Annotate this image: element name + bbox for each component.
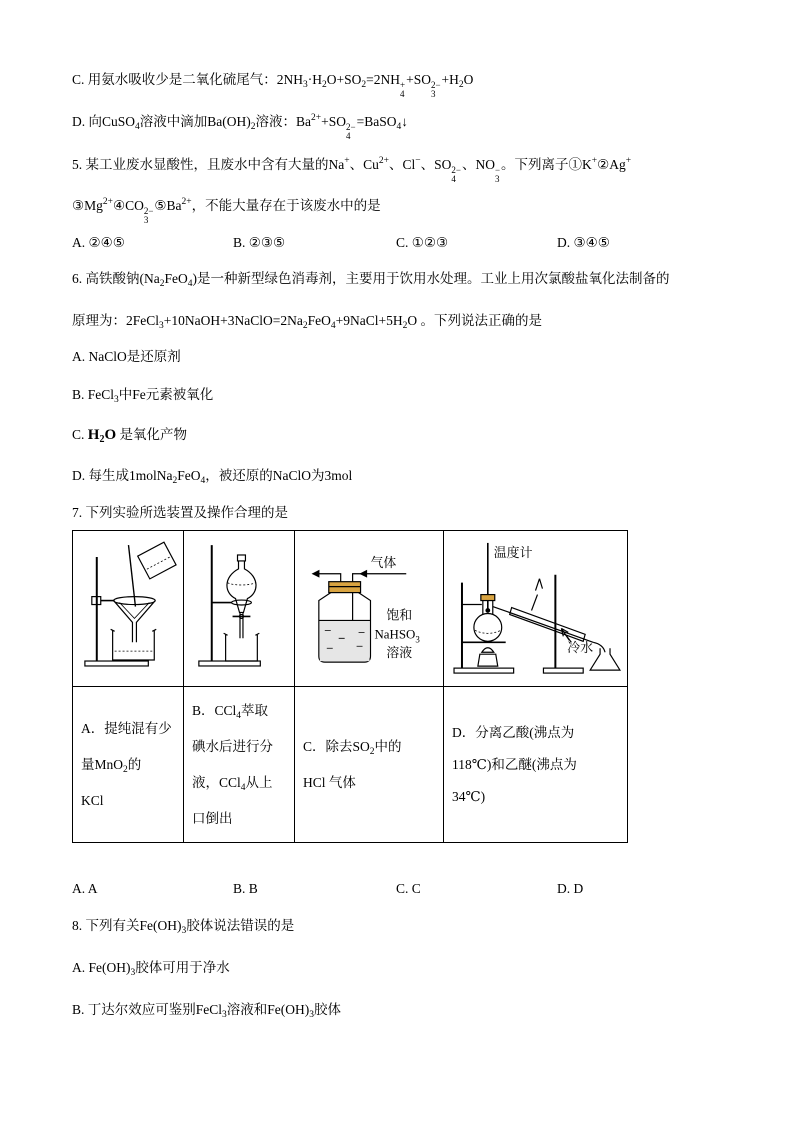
text-run: ↓ [401, 114, 408, 129]
superscript-text: 2+ [311, 113, 322, 123]
text-run: 溶液：Ba [255, 114, 312, 129]
subscript-text: 3 [114, 395, 119, 405]
q5-option-b: B. ②③⑤ [233, 235, 286, 250]
water-outlet [532, 595, 538, 611]
sub-sup-text: 2− 4 [346, 122, 356, 141]
text-run: ②Ag [597, 157, 626, 172]
q7-option-c: C. C [396, 881, 421, 896]
cell-text-line [192, 801, 294, 837]
subscript-text: 3 [181, 926, 187, 936]
text-run: 中Fe元素被氧化 [118, 387, 214, 402]
text-run: 液，CCl [192, 774, 241, 790]
text-run: 6. 高铁酸钠(Na [72, 271, 160, 286]
text-run: A. Fe(OH) [72, 960, 131, 975]
cell-text-line [192, 765, 294, 801]
nahso3-label: NaHSO$_3$ [374, 626, 420, 645]
filtration-apparatus-image [73, 531, 183, 686]
funnel-body [114, 601, 156, 643]
text-run: ⑤Ba [154, 198, 182, 213]
q8-option-b [72, 1000, 341, 1020]
option-text-row [73, 687, 628, 843]
subscript-text: 4 [396, 122, 402, 132]
option-a-text [73, 687, 183, 842]
subscript-text: 2 [99, 434, 105, 445]
liquid-interface [228, 583, 256, 585]
text-run: 是氧化产物 [116, 427, 187, 442]
subscript-text: 2 [402, 321, 408, 331]
stand-base-right [543, 668, 583, 673]
q5-stem-line-1 [72, 155, 632, 184]
q7-option-a: A. A [72, 881, 98, 896]
apparatus-row [73, 531, 628, 687]
subscript-text: 3 [159, 321, 164, 331]
pouring-beaker [138, 542, 176, 579]
text-run: A. NaClO是还原剂 [72, 349, 181, 364]
text-run: O [463, 72, 474, 87]
experiment-table [72, 530, 628, 843]
beaker [224, 633, 260, 661]
text-run: 口倒出 [192, 810, 233, 826]
subscript-text: 2 [172, 476, 178, 486]
funnel-stopper [238, 555, 246, 561]
text-run: 胶体说法错误的是 [186, 918, 295, 933]
text-run: 、SO [420, 157, 452, 172]
text-run: B．CCl [192, 702, 237, 718]
subscript-text: 2 [159, 279, 165, 289]
subscript-text: 4 [200, 476, 206, 486]
text-run: O 。下列说法正确的是 [407, 313, 542, 328]
text-run: 胶体可用于净水 [135, 960, 230, 975]
superscript-text: + [625, 156, 632, 166]
subscript-text: 3 [130, 968, 136, 978]
stand-base-left [454, 668, 514, 673]
thermometer-bulb [486, 609, 490, 613]
subscript-text: 2 [361, 80, 367, 90]
text-run: ，被还原的NaClO为3mol [205, 468, 353, 483]
q7-option-d: D. D [557, 881, 584, 896]
condenser-inner-tube [493, 607, 593, 643]
q7-stem: 7. 下列实验所选装置及操作合理的是 [72, 505, 288, 520]
superscript-text: + [591, 156, 598, 166]
text-run: 5. 某工业废水显酸性，且废水中含有大量的Na [72, 157, 345, 172]
text-run: 8. 下列有关Fe(OH) [72, 918, 182, 933]
text-run: C. [72, 427, 88, 442]
solution-liquid [320, 620, 370, 661]
q5-option-c: C. ①②③ [396, 235, 449, 250]
text-run: 胶体 [314, 1002, 342, 1017]
text-run: 的 [127, 756, 142, 772]
text-run: 原理为：2FeCl [72, 313, 160, 328]
subscript-text: 2 [458, 80, 464, 90]
q7-option-b: B. B [233, 881, 258, 896]
flask-liquid [475, 630, 501, 633]
text-run: D. 向CuSO [72, 114, 136, 129]
adapter [593, 642, 605, 652]
option-cell-c [295, 687, 444, 843]
text-run: 溶液和Fe(OH) [226, 1002, 310, 1017]
text-run: +10NaOH+3NaClO=2Na [163, 313, 303, 328]
option-c-text [295, 687, 443, 842]
cell-text-line [81, 783, 183, 819]
superscript-text: − [415, 156, 421, 166]
text-run: D. 每生成1molNa [72, 468, 173, 483]
q6-stem-line-2 [72, 311, 542, 331]
text-run: C. 用氨水吸收少是二氧化硫尾气：2NH [72, 72, 304, 87]
text-run: FeO [177, 468, 201, 483]
q4-option-d [72, 112, 408, 141]
text-run: 34℃) [452, 788, 486, 804]
sub-sup-text: 2− 3 [143, 206, 154, 225]
thermometer-label: 温度计 [493, 544, 533, 560]
text-run: C．除去SO [303, 738, 370, 754]
option-cell-a [73, 687, 184, 843]
q8-option-a [72, 958, 230, 978]
saturated-label: 饱和 [386, 607, 413, 623]
iron-ring [232, 600, 252, 605]
sub-sup-text: 2− 3 [430, 80, 441, 99]
cell-text-line [303, 729, 443, 765]
water-in-arrow [561, 628, 569, 640]
option-cell-b [184, 687, 295, 843]
text-run: ，不能大量存在于该废水中的是 [191, 198, 381, 213]
text-run: FeO [164, 271, 188, 286]
text-run: KCl [81, 792, 104, 808]
alcohol-lamp [478, 654, 498, 666]
text-run: 萃取 [241, 702, 269, 718]
q5-stem-line-2 [72, 196, 381, 225]
q6-option-d [72, 466, 352, 486]
text-run: ③Mg [72, 198, 103, 213]
cell-text-line [303, 765, 443, 801]
cell-text-line [81, 747, 183, 783]
gas-washing-bottle-image [295, 531, 443, 686]
water-out-arrow [536, 579, 543, 591]
outlet-arrow [313, 571, 319, 577]
text-run: HCl 气体 [303, 774, 356, 790]
subscript-text: 3 [222, 1010, 227, 1020]
gas-label: 气体 [370, 554, 397, 570]
apparatus-cell-d [444, 531, 628, 687]
text-run: 118℃)和乙醚(沸点为 [452, 756, 577, 772]
subscript-text: 4 [330, 321, 336, 331]
text-run: B. 丁达尔效应可鉴别FeCl [72, 1002, 223, 1017]
text-run: FeO [307, 313, 331, 328]
option-cell-d [444, 687, 628, 843]
cell-text-line [192, 693, 294, 729]
text-run: +H [441, 72, 459, 87]
text-run: 碘水后进行分 [192, 738, 273, 754]
separatory-funnel-image [184, 531, 294, 686]
subscript-text: 2 [250, 122, 256, 132]
text-run: +SO [321, 114, 346, 129]
sub-sup-text: + 4 [400, 80, 406, 99]
q6-stem-line-1 [72, 269, 670, 289]
text-run: 溶液中滴加Ba(OH) [139, 114, 251, 129]
condenser-jacket [510, 608, 586, 642]
text-run: ④CO [112, 198, 144, 213]
superscript-text: 2+ [378, 156, 389, 166]
stand-base [199, 661, 260, 666]
subscript-text: 4 [240, 782, 246, 793]
subscript-text: 4 [187, 279, 193, 289]
q8-stem [72, 916, 294, 936]
text-run: O+SO [326, 72, 362, 87]
solution-label: 溶液 [386, 645, 413, 661]
q6-option-a [72, 347, 181, 367]
stand-base [85, 661, 148, 666]
text-run: 、NO [461, 157, 495, 172]
text-run: ·H [307, 72, 323, 87]
cell-text-line [452, 781, 627, 813]
superscript-text: 2+ [102, 197, 113, 207]
apparatus-cell-b [184, 531, 295, 687]
q6-option-b [72, 385, 213, 405]
text-run: H [87, 427, 100, 443]
cell-text-line [452, 749, 627, 781]
text-run: 从上 [245, 774, 273, 790]
text-run: 、Cl [388, 157, 416, 172]
sub-sup-text: 2− 4 [451, 165, 461, 184]
cell-text-line [452, 717, 627, 749]
text-run: +9NaCl+5H [335, 313, 403, 328]
apparatus-cell-a [73, 531, 184, 687]
subscript-text: 3 [303, 80, 308, 90]
cold-water-label: 冷水 [567, 640, 594, 656]
subscript-text: 3 [309, 1010, 315, 1020]
q5-option-a: A. ②④⑤ [72, 235, 125, 250]
text-run: 中的 [374, 738, 402, 754]
q6-option-c [72, 425, 187, 445]
distillation-flask [474, 613, 502, 641]
distillation-apparatus-image [444, 531, 627, 686]
text-run: A．提纯混有少 [81, 720, 172, 736]
text-run: D．分离乙酸(沸点为 [452, 724, 575, 740]
text-run: +SO [406, 72, 431, 87]
subscript-text: 2 [302, 321, 308, 331]
flask-stopper [481, 595, 495, 601]
text-run: 、Cu [349, 157, 379, 172]
flame [482, 648, 494, 652]
beaker-lower [111, 629, 157, 660]
cell-text-line [81, 711, 183, 747]
subscript-text: 4 [135, 122, 140, 132]
text-run: B. FeCl [72, 387, 115, 402]
text-run: =2NH [366, 72, 401, 87]
text-run: O [104, 427, 117, 443]
q4-option-c [72, 70, 474, 99]
text-run: 量MnO [81, 756, 124, 772]
subscript-text: 2 [369, 746, 375, 757]
superscript-text: 2+ [181, 197, 192, 207]
inlet-arrow [361, 571, 367, 577]
subscript-text: 2 [123, 764, 128, 775]
text-run: =BaSO [356, 114, 397, 129]
option-d-text [444, 687, 627, 842]
option-b-text [184, 687, 294, 842]
text-run: 。下列离子①K [501, 157, 592, 172]
sub-sup-text: − 3 [494, 165, 501, 184]
q5-option-d: D. ③④⑤ [557, 235, 610, 250]
subscript-text: 4 [236, 710, 242, 721]
text-run: )是一种新型绿色消毒剂，主要用于饮用水处理。工业上用次氯酸盐氧化法制备的 [192, 271, 670, 286]
subscript-text: 2 [322, 80, 327, 90]
cell-text-line [192, 729, 294, 765]
apparatus-cell-c [295, 531, 444, 687]
superscript-text: + [344, 156, 350, 166]
